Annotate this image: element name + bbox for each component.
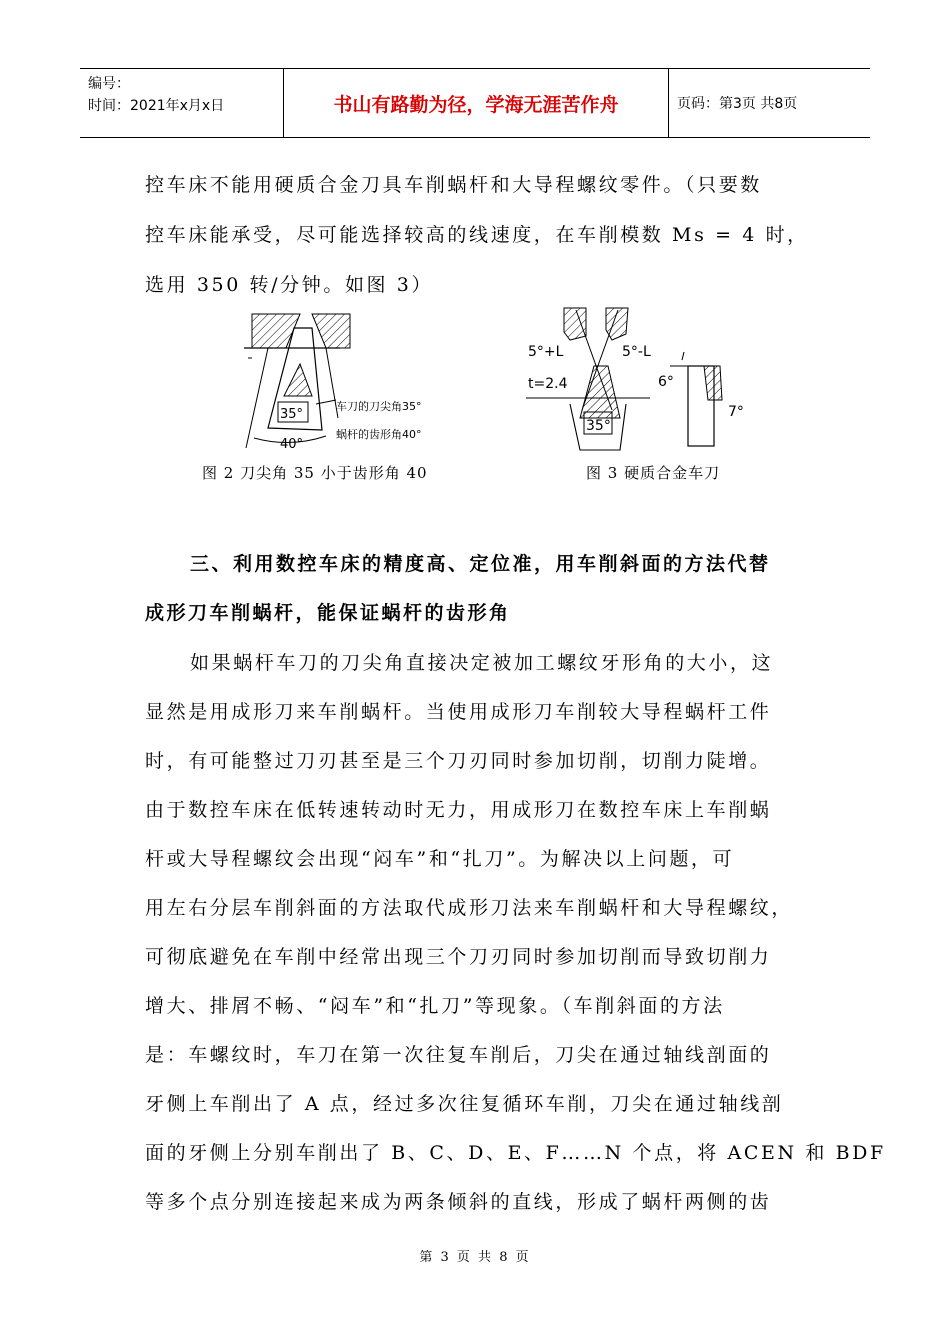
body-line: 牙侧上车削出了 A 点，经过多次往复循环车削，刀尖在通过轴线剖 bbox=[145, 1093, 784, 1115]
body-line: 时，有可能整过刀刃甚至是三个刀刃同时参加切削，切削力陡增。 bbox=[145, 750, 772, 772]
fig3-t-label: t=2.4 bbox=[528, 376, 568, 392]
fig2-40-value: 40° bbox=[280, 437, 304, 452]
page-header bbox=[80, 68, 870, 138]
body-line: 等多个点分别连接起来成为两条倾斜的直线，形成了蜗杆两侧的齿 bbox=[145, 1191, 772, 1213]
figure-3-diagram bbox=[520, 300, 770, 452]
body-line: 是：车螺纹时，车刀在第一次往复车削后，刀尖在通过轴线剖面的 bbox=[145, 1044, 772, 1066]
fig3-left-top-label: 5°+L bbox=[528, 344, 564, 360]
number-label: 编号： bbox=[88, 76, 130, 92]
section-heading-line-1: 三、利用数控车床的精度高、定位准，用车削斜面的方法代替 bbox=[190, 553, 771, 575]
body-line: 用左右分层车削斜面的方法取代成形刀法来车削蜗杆和大导程螺纹， bbox=[145, 897, 794, 919]
body-line: 如果蜗杆车刀的刀尖角直接决定被加工螺纹牙形角的大小，这 bbox=[190, 652, 774, 674]
page-footer: 第 3 页 共 8 页 bbox=[419, 1250, 531, 1265]
section-heading-line-2: 成形刀车削蜗杆，能保证蜗杆的齿形角 bbox=[145, 602, 511, 624]
body-line: 面的牙侧上分别车削出了 B、C、D、E、F……N 个点，将 ACEN 和 BDF bbox=[145, 1142, 886, 1164]
body-line: 增大、排屑不畅、“闷车”和“扎刀”等现象。（车削斜面的方法 bbox=[145, 995, 725, 1017]
header-meta-cell bbox=[80, 69, 284, 137]
fig2-35-value: 35° bbox=[280, 407, 304, 422]
figure-2-diagram bbox=[240, 308, 470, 454]
intro-line-1: 控车床不能用硬质合金刀具车削蜗杆和大导程螺纹零件。（只要数 bbox=[145, 174, 762, 196]
body-line: 由于数控车床在低转速转动时无力，用成形刀在数控车床上车削蜗 bbox=[145, 799, 772, 821]
fig3-7-label: 7° bbox=[728, 404, 744, 420]
figure-2-caption: 图 2 刀尖角 35 小于齿形角 40 bbox=[202, 464, 428, 482]
fig3-right-top-label: 5°-L bbox=[622, 344, 651, 360]
intro-line-2: 控车床能承受，尽可能选择较高的线速度，在车削模数 Ms = 4 时， bbox=[145, 224, 809, 246]
intro-line-3: 选用 350 转/分钟。如图 3） bbox=[145, 274, 434, 296]
fig2-tooth-angle-label: 蜗杆的齿形角40° bbox=[336, 428, 422, 441]
body-line: 可彻底避免在车削中经常出现三个刀刃同时参加切削而导致切削力 bbox=[145, 946, 772, 968]
body-line: 显然是用成形刀来车削蜗杆。当使用成形刀车削较大导程蜗杆工件 bbox=[145, 701, 772, 723]
figure-3-caption: 图 3 硬质合金车刀 bbox=[586, 464, 721, 482]
date-label: 时间：2021年x月x日 bbox=[88, 98, 225, 114]
body-line: 杆或大导程螺纹会出现“闷车”和“扎刀”。为解决以上问题，可 bbox=[145, 848, 735, 870]
header-motto: 书山有路勤为径，学海无涯苦作舟 bbox=[284, 69, 669, 137]
fig3-35-label: 35° bbox=[586, 418, 611, 434]
fig3-6-label: 6° bbox=[658, 374, 674, 390]
fig2-tip-angle-label: 车刀的刀尖角35° bbox=[336, 400, 422, 413]
header-page-info: 页码：第3页 共8页 bbox=[677, 96, 798, 112]
